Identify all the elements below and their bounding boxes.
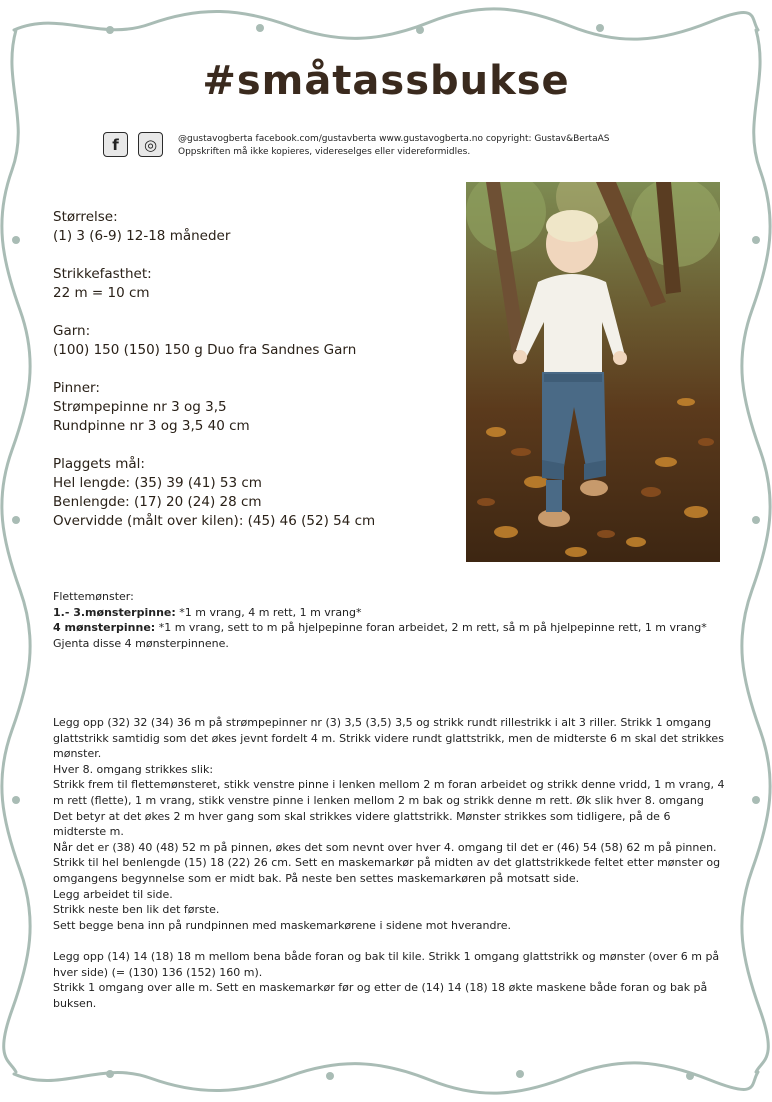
instruction-paragraph: Sett begge bena inn på rundpinnen med maskemarkørene i sidene mot hverandre. xyxy=(53,918,512,932)
instruction-paragraph: Strikk frem til flettemønsteret, stikk venstre pinne i lenken mellom 2 m foran arbeidet og strikk denne vridd, 1 m vrang, 4 m rett (flette), 1 m vrang, stikk venstre pinne i lenken mellom 2 m bak og strikk denne m rett. Øk slik hver 8. omgang xyxy=(53,778,725,807)
gauge-value: 22 m = 10 cm xyxy=(53,285,150,301)
specifications xyxy=(53,208,453,550)
instagram-icon[interactable]: ◎ xyxy=(138,132,163,157)
gauge-block xyxy=(53,265,453,303)
size-label: Størrelse: xyxy=(53,209,118,225)
instruction-paragraph: Strikk til hel benlengde (15) 18 (22) 26 cm. Sett en maskemarkør på midten av det glattstrikkede feltet etter mønster og omgangens begynnelse som er midt bak. På neste ben settes maskemarkøren på motsatt side. xyxy=(53,856,721,885)
yarn-value: (100) 150 (150) 150 g Duo fra Sandnes Garn xyxy=(53,342,357,358)
yarn-label: Garn: xyxy=(53,323,91,339)
instructions xyxy=(53,715,725,1011)
size-value: (1) 3 (6-9) 12-18 måneder xyxy=(53,228,231,244)
pattern-row-label: 4 mønsterpinne: xyxy=(53,621,156,634)
product-photo xyxy=(466,182,720,562)
needles-block xyxy=(53,379,453,436)
social-icons xyxy=(103,132,163,157)
measurement-line: Overvidde (målt over kilen): (45) 46 (52) 54 cm xyxy=(53,513,376,529)
instruction-paragraph: Strikk 1 omgang over alle m. Sett en maskemarkør før og etter de (14) 14 (18) 18 økte maskene både foran og bak på buksen. xyxy=(53,981,708,1010)
pattern-row-4 xyxy=(53,620,723,636)
pattern-repeat: Gjenta disse 4 mønsterpinnene. xyxy=(53,636,229,650)
pattern-row-1-3 xyxy=(53,605,723,621)
measurements-block xyxy=(53,455,453,531)
pattern-row-text: *1 m vrang, sett to m på hjelpepinne foran arbeidet, 2 m rett, så m på hjelpepinne rett, 1 m vrang* xyxy=(155,621,707,634)
cable-pattern xyxy=(53,589,723,651)
pattern-row-label: 1.- 3.mønsterpinne: xyxy=(53,605,176,619)
pattern-heading: Flettemønster: xyxy=(53,590,134,603)
instruction-paragraph: Hver 8. omgang strikkes slik: xyxy=(53,762,214,776)
size-block xyxy=(53,208,453,246)
credits xyxy=(178,133,609,159)
instruction-paragraph: Når det er (38) 40 (48) 52 m på pinnen, økes det som nevnt over hver 4. omgang til det er (46) 54 (58) 62 m på pinnen. xyxy=(53,840,717,854)
instruction-paragraph: Strikk neste ben lik det første. xyxy=(53,903,220,917)
measurement-line: Hel lengde: (35) 39 (41) 53 cm xyxy=(53,475,262,491)
facebook-icon[interactable]: f xyxy=(103,132,128,157)
measurement-line: Benlengde: (17) 20 (24) 28 cm xyxy=(53,494,262,510)
instruction-paragraph: Legg arbeidet til side. xyxy=(53,887,173,901)
yarn-block xyxy=(53,322,453,360)
needles-line: Rundpinne nr 3 og 3,5 40 cm xyxy=(53,418,250,434)
instruction-paragraph: Legg opp (14) 14 (18) 18 m mellom bena både foran og bak til kile. Strikk 1 omgang glattstrikk og mønster (over 6 m på hver side) (= (130) 136 (152) 160 m). xyxy=(53,949,720,979)
page-title: #småtassbukse xyxy=(202,58,570,104)
instruction-paragraph: Det betyr at det økes 2 m hver gang som skal strikkes videre glattstrikk. Mønster strikkes som tidligere, på de 6 midterste m. xyxy=(53,809,671,839)
paragraph-gap xyxy=(53,933,725,949)
credits-line-2: Oppskriften må ikke kopieres, videreselges eller videreformidles. xyxy=(178,147,471,157)
measurements-label: Plaggets mål: xyxy=(53,456,145,472)
photo-illustration xyxy=(466,182,720,562)
pattern-row-text: *1 m vrang, 4 m rett, 1 m vrang* xyxy=(175,605,362,619)
needles-label: Pinner: xyxy=(53,380,100,396)
credits-line-1: @gustavogberta facebook.com/gustavberta www.gustavogberta.no copyright: Gustav&BertaAS xyxy=(178,134,610,144)
gauge-label: Strikkefasthet: xyxy=(53,266,152,282)
instruction-paragraph: Legg opp (32) 32 (34) 36 m på strømpepinner nr (3) 3,5 (3,5) 3,5 og strikk rundt rillestrikk i alt 3 riller. Strikk 1 omgang glattstrikk samtidig som det økes jevnt fordelt 4 m. Strikk videre rundt glattstrikk, men de midterste 6 m skal det strikkes mønster. xyxy=(53,716,724,761)
needles-line: Strømpepinne nr 3 og 3,5 xyxy=(53,399,227,415)
